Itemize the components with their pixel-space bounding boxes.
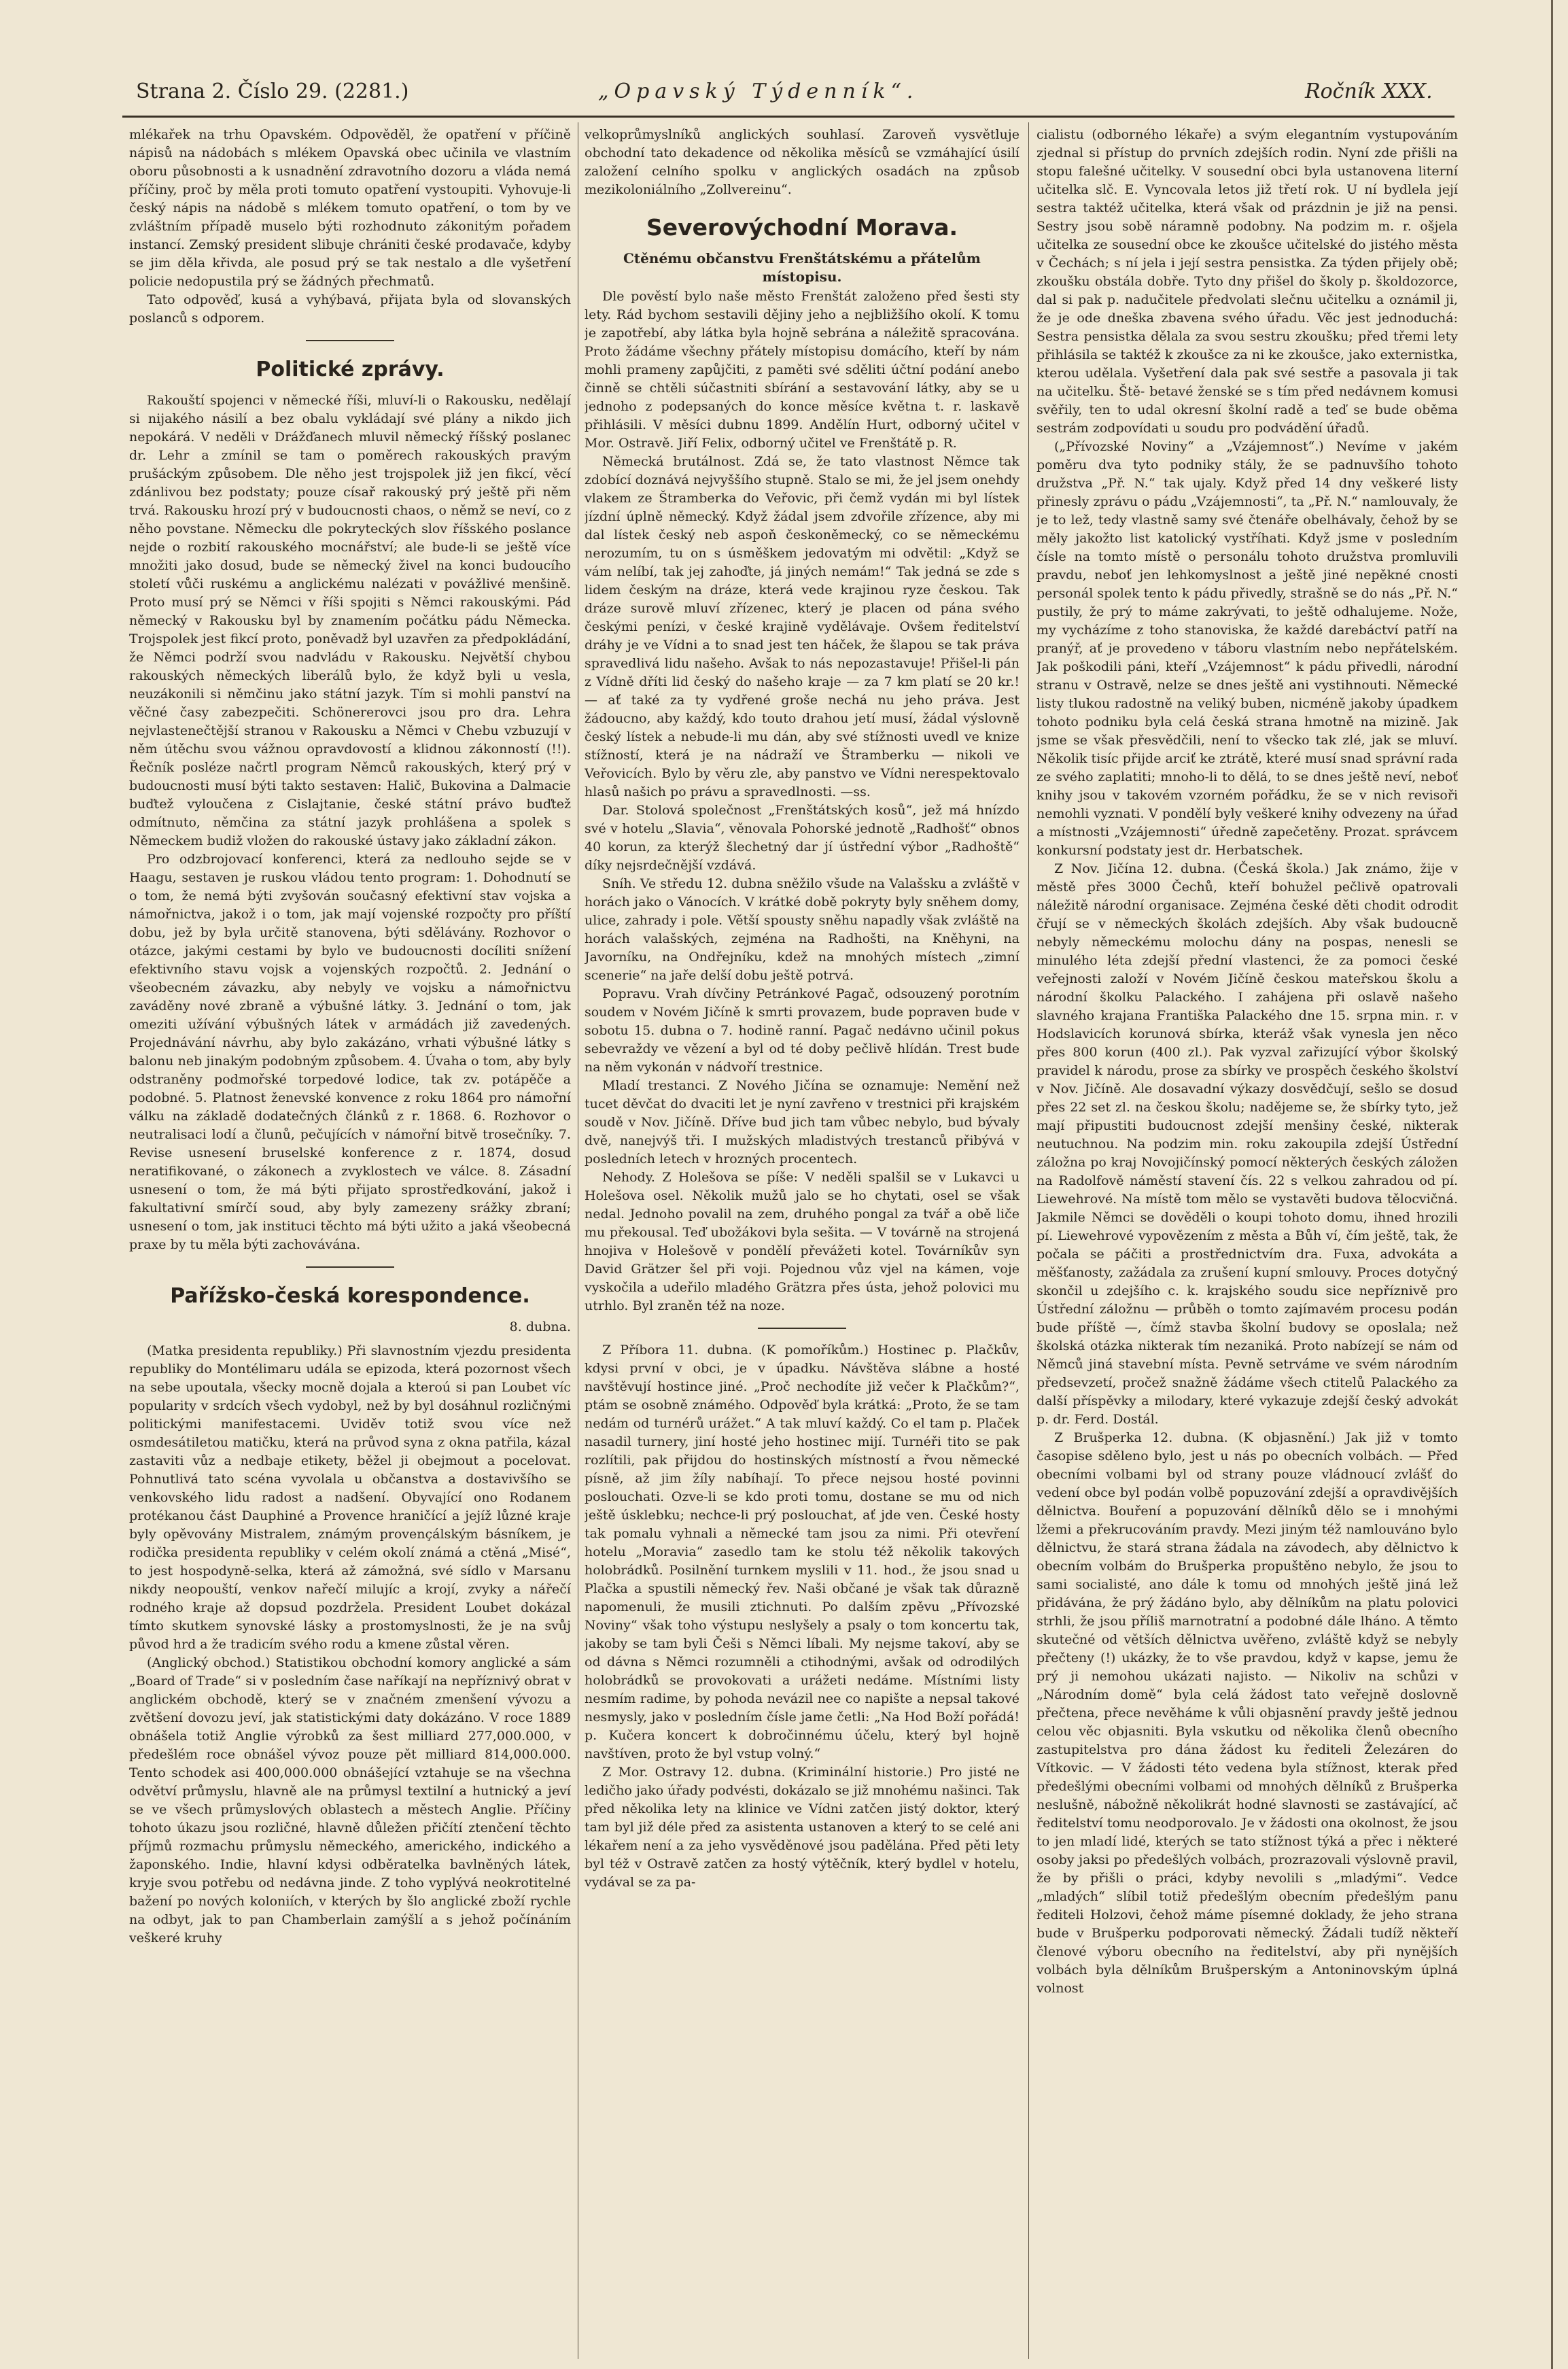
article-paragraph: Z Mor. Ostravy 12. dubna. (Kriminální historie.) Pro jisté ne ledičho jako úřady podvésti, dokázalo se již mnohému našinci. Tak před několika lety na klinice ve Vídni zatčen jistý doktor, který tam byl již déle před za asistenta ustanoven a který to se celé ani lékařem není a za jeho vysvěděnové jsou padělána. Před pěti lety byl též v Ostravě zatčen za hostý výtěčník, který bydlel v hotelu, vydával se za pa- bbox=[585, 1765, 1020, 1890]
article-paragraph: Tato odpověď, kusá a vyhýbavá, přijata byla od slovanských poslanců s odporem. bbox=[129, 292, 571, 326]
section-dateline: 8. dubna. bbox=[509, 1319, 571, 1334]
volume-header: Ročník XXX. bbox=[1305, 80, 1433, 103]
section-divider bbox=[306, 340, 394, 341]
article-paragraph: Sníh. Ve středu 12. dubna sněžilo všude na Valašsku a zvláště v horách jako o Vánocích. V krátké době pokryty byly sněhem domy, ulice, zahrady i pole. Větší spousty sněhu napadly však zvláště na horách valašských, zejména na Radhošti, na Kněhyni, na Javorníku, na Ondřejníku, kdež na mnohých místech „zimní scenerie“ na jaře delší dobu ještě potrvá. bbox=[585, 876, 1020, 983]
article-paragraph: cialistu (odborného lékaře) a svým elegantním vystupováním zjednal si přístup do prvních zdejších rodin. Nyní zde přišli na stopu falešné učitelky. V sousední obci byla ustanovena literní učitelka slč. E. Vyncovala letos již třetí rok. U ní bydlela její sestra taktéž učitelka, která však od prázdnin je již na pensi. Sestry jsou sobě náramně podobny. Na podzim m. r. ošjela učitelka ze sousední obce ke zkoušce učitelské do jistého města v Čechách; s ní jela i její sestra pensistka. Za týden přijely obě; zkoušku obstála dobře. Tyto dny přišel do školy p. školdozorce, dal si pak p. nadučitele předvolati slečnu učitelku a oznámil ji, že je ode dneška zbavena svého úřadu. Věc jest jednoduchá: Sestra pensistka dělala za svou sestru zkoušku; před třemi lety přihlásila se taktéž k zkoušce za ni ke zkoušce, jako externistka, kterou udělala. Vyšetření dala pak své sestře a pasovala ji tak na učitelku. Ště- betavé ženské se s tím před nedávnem komusi svěřily, ten to udal okresní školní radě a teď se bude oběma sestrám zodpovídati u soudu pro podvádění úřadů. bbox=[1036, 127, 1458, 436]
article-paragraph: Mladí trestanci. Z Nového Jičína se oznamuje: Nemění než tucet děvčat do dvaciti let je nyní zavřeno v trestnici při krajském soudě v Nov. Jičíně. Dříve bud jich tam vůbec nebylo, bud bývaly dvě, nanejvýš tři. I mužských mladistvých trestanců přibývá v posledních letech v hrozných procentech. bbox=[585, 1078, 1020, 1166]
column-1 bbox=[129, 126, 571, 2355]
page-number-header: Strana 2. Číslo 29. (2281.) bbox=[136, 80, 409, 103]
article-paragraph: (Anglický obchod.) Statistikou obchodní komory anglické a sám „Board of Trade“ si v posledním čase naříkají na nepříznivý obrat v anglickém obchodě, který se v značném zmenšení vývozu a zvětšení dovozu jeví, jak statistickými daty dokázáno. V roce 1889 obnášela totiž Anglie výrobků za šest milliard 277,000.000, v předešlém roce obnášel vývoz pouze pět milliard 814,000.000. Tento schodek asi 400,000.000 obnášející vztahuje se na všechna odvětví průmyslu, hlavně ale na průmysl textilní a hutnický a jeví se ve všech průmyslových oblastech a městech Anglie. Příčiny tohoto úkazu jsou rozličné, hlavně důležen přičítí ztenčení těchto příjmů rozmachu průmyslu německého, amerického, indického a žaponského. Indie, hlavní kdysi odběratelka bavlněných látek, kryje svou potřebu od nedávna jinde. Z toho vyplývá neokrotitelné bažení po nových koloniích, v kterých by šlo anglické zboží rychle na odbyt, jak to pan Chamberlain zamýšlí a s jehož počínáním veškeré kruhy bbox=[129, 1655, 571, 1946]
article-paragraph: (Matka presidenta republiky.) Při slavnostním vjezdu presidenta republiky do Montélimaru udála se epizoda, která pozornost všech na sebe upoutala, všecky mocně dojala a kteroú si pan Loubet víc popularity v srdcích všech vydobyl, než by byl dosáhnul rozličnými politickými manifestacemi. Uviděv totiž svou více než osmdesátiletou matičku, která na průvod syna z okna patřila, kázal zastaviti vůz a nedbaje etikety, běžel ji obejmout a pocelovat. Pohnutlivá tato scéna vyvolala u občanstva a dostavivšího se venkovského lidu radost a nadšení. Obyvající ono Rodanem protékanou část Dauphiné a Provence hraničící a jejíž lůzné kraje byly opěvovány Mistralem, známým provençálským básníkem, je rodička presidenta republiky v celém okolí známá a ctěná „Misé“, to jest hospodyně-selka, která až zámožná, své sídlo v Marsanu nikdy neopouští, venkov nařečí milujíc a krojí, zvyky a nářečí rodného kraje až dopsud pozdržela. President Loubet dokázal tímto skutkem synovské lásky a prostomyslnosti, že je na svůj původ hrd a že tradicím svého rodu a kmene zůstal věren. bbox=[129, 1343, 571, 1652]
article-paragraph: Dar. Stolová společnost „Frenštátských kosů“, jež má hnízdo své v hotelu „Slavia“, věnovala Pohorské jednotě „Radhošť“ obnos 40 korun, za kterýž šlechetný dar jí ústřední výbor „Radhoště“ díky nejsrdečnější vzdává. bbox=[585, 803, 1020, 873]
section-heading-political-news: Politické zprávy. bbox=[256, 358, 445, 381]
article-paragraph: Z Brušperka 12. dubna. (K objasnění.) Jak již v tomto časopise sděleno bylo, jest u nás po obecních volbách. — Před obecními volbami byl od strany pouze vládnoucí zvlášť do vedení obce byl podán volbě popuzování zdejší a opravdivějších dělnictva. Bouření a popuzování dělníků dělo se i mnohými lžemi a překrucováním pravdy. Mezi jiným též namlouváno bylo dělnictvu, že stará strana žádala na závodech, aby dělnictvo k obecním volbám do Brušperka propuštěno nebylo, že jsou to sami socialisté, ano dále k tomu od mnohých ještě jiná lež přidávána, že prý žádáno bylo, aby dělníkům na platu polovici strhli, že jsou příliš marnotratní a podobné dále lháno. A těmto skutečné od větších dělnictva uvěřeno, zvláště když se nebyly přečteny (!) ukázky, že to vše pravdou, když v kapse, jemu že prý ji nemohou ukázati najisto. — Nikoliv na schůzi v „Národním domě“ byla celá žádost tato veřejně doslovně přečtena, přece nevěháme k vůli objasnění pravdy ještě jednou celou věc objasniti. Byla vskutku od několika členů obecního zastupitelstva pro dána žádost ku řediteli Železáren do Vítkovic. — V žádosti této vedena byla stížnost, kterak před předešlými obecními volbami od mnohých dělníků z Brušperka neslušně, nábožně několikrát hodné slavnosti se zastávající, ač ředitelství tomu neodporovalo. Je v žádosti ona okolnost, že jsou to jen mladí lidé, kterých se tato stížnost týká a přec i některé osoby jaksi po předešlých volbách, prozrazovali výslovně pravil, že by přišli o práci, kdyby nevolili s „mladými“. Vedce „mladých“ slíbil totiž předešlým obecním předešlým panu řediteli Holzovi, čehož máme písemné doklady, že jeho strana bude v Brušperku podporovati německý. Žádali tudíž někteří členové výboru obecního na ředitelství, aby při nynějších volbách byla dělníkům Brušperským a Antoninovským úplná volnost bbox=[1036, 1430, 1458, 1996]
article-paragraph: Dle pověstí bylo naše město Frenštát založeno před šesti sty lety. Rád bychom sestavili dějiny jeho a nejbližšího okolí. K tomu je zapotřebí, aby látka byla hojně sebrána a náležitě spracována. Proto žádáme všechny přátely místopisu domácího, kteří by nám mohli prameny zapůjčiti, z paměti své sděliti účtní podání anebo činně se chtěli súčastniti sbírání a sestavování látky, aby se u jednoho z podepsaných do konce měsíce května t. r. laskavě přihlásili. V měsíci dubnu 1899. Andělín Hurt, odborný učitel v Mor. Ostravě. Jiří Felix, odborný učitel ve Frenštátě p. R. bbox=[585, 289, 1020, 451]
article-paragraph: Nehody. Z Holešova se píše: V neděli spalšil se v Lukavci u Holešova osel. Několik mužů jalo se ho chytati, osel se však nedal. Jednoho povalil na zem, druhého pongal za tvář a obě liče mu překousal. Teď ubožákovi byla sešita. — V továrně na strojená hnojiva v Holešově v pondělí převážeti kotel. Továrníkův syn David Grätzer šel při voji. Pojednou vůz vjel na kámen, voje vyskočila a udeřilo mladého Grätzra přes ústa, jehož polovici mu utrhlo. Byl zraněn též na noze. bbox=[585, 1170, 1020, 1313]
article-paragraph: mlékařek na trhu Opavském. Odpověděl, že opatření v příčině nápisů na nádobách s mlékem Opavská obec učinila ve vlastním oboru působnosti a k usnadnění zdravotního dozoru a vláda nemá příčiny, proč by měla proti tomuto opatření vystoupiti. Vyhovuje-li český nápis na nádobě s mlékem tomuto opatření, o tom by ve zvláštním případě muselo býti rozhodnuto zákonitým pořadem instancí. Zemský president slibuje chrániti české prodavače, kdyby se jim děla křivda, ale posud prý se tak nestalo a dle vyšetření policie nedopustila prý se žádných přechmatů. bbox=[129, 127, 571, 289]
column-3 bbox=[1036, 126, 1458, 2355]
article-paragraph: Popravu. Vrah dívčiny Petránkové Pagač, odsouzený porotním soudem v Novém Jičíně k smrti provazem, bude popraven bude v sobotu 15. dubna o 7. hodině ranní. Pagač nedávno učinil pokus sebevraždy ve vězení a byl od té doby pečlivě hlídán. Trest bude na něm vykonán v nádvoří trestnice. bbox=[585, 986, 1020, 1075]
article-paragraph: („Přívozské Noviny“ a „Vzájemnost“.) Nevíme v jakém poměru dva tyto podniky stály, že se padnuvšího tohoto družstva „Př. N.“ tak ujaly. Když před 14 dny veškeré listy přinesly zprávu o pádu „Vzájemnosti“, ta „Př. N.“ namlouvaly, že je to lež, tedy vlastně samy své čtenáře obelhávaly, čehož by se měly jakožto list katolický vystříhati. Když jsme v posledním čísle na tomto místě o personálu tohoto družstva promluvili pravdu, neboť jen lehkomyslnost a ještě jiné nepěkné cnosti personál spolek tento k pádu přivedly, strašně se do nás „Př. N.“ pustily, že prý to máme zakrývati, to ještě odhalujeme. Nože, my vycházíme z toho stanoviska, že každé darebáctví patří na pranýř, ať je provedeno v táboru vlastním nebo nepřátelském. Jak poškodili páni, kteří „Vzájemnost“ k pádu přivedli, národní stranu v Ostravě, nelze se dnes ještě ani vystihnouti. Německé listy tlukou radostně na veliký buben, nicméně jakoby úpadkem tohoto podniku byla celá česká strana hmotně na mizině. Jak jsme se však přesvědčili, není to všecko tak zlé, jak se mluví. Několik tisíc přijde arciť ke ztrátě, které musí snad správní rada ze svého zaplatiti; mnoho-li to dělá, to se dnes ještě neví, neboť knihy jsou v takovém vzorném pořádku, že se v nich revisoři nemohli vyznati. V pondělí byly veškeré knihy odvezeny na úřad a místnosti „Vzájemnosti“ úředně zapečetěny. Prozat. správcem konkursní podstaty jest dr. Herbatschek. bbox=[1036, 439, 1458, 858]
column-2 bbox=[585, 126, 1020, 2355]
article-paragraph: Rakouští spojenci v německé říši, mluví-li o Rakousku, nedělají si nijakého násilí a bez obalu vykládají své plány a nikdo jich nepokárá. V neděli v Drážďanech mluvil německý říšský poslanec dr. Lehr a zmínil se tam o poměrech rakouských pravým prušáckým způsobem. Dle něho jest trojspolek již jen fikcí, věcí zdánlivou bez podstaty; pouze císař rakouský prý ještě při něm trvá. Rakousku hrozí prý v budoucnosti chaos, o němž se neví, co z něho povstane. Německu dle pokryteckých slov říšského poslance nejde o rozbití rakouského mocnářství; ale bude-li se ještě více množiti jako dosud, bude se německý živel na konci budoucího století vůči ruskému a anglickému nalézati v povážlivé menšině. Proto musí prý se Němci v říši spojiti s Němci rakouskými. Pád německý v Rakousku byl by znamením počátku pádu Německa. Trojspolek jest fikcí proto, poněvadž byl uzavřen za předpokládání, že Němci podrží svou nadvládu v Rakousku. Největší chybou rakouských německých liberálů bylo, že když byli u vesla, neuzákonili si němčinu jako státní jazyk. Tím si mohli panství na věčné časy zabezpečiti. Schönererovci jsou pro dra. Lehra nejvlastenečtější stranou v Rakousku a Němci v Chebu vzbuzují v něm útěchu svou vážnou opravdovostí a klidnou zákonností (!!). Řečník posléze načrtl program Němců rakouských, který prý v budoucnosti musí býti takto sestaven: Halič, Bukovina a Dalmacie buďtež vyloučena z Cislajtanie, české státní právo buďtež odmítnuto, němčina za státní jazyk prohlášena a spolek s Německem budiž vložen do rakouské ústavy jako základní zákon. bbox=[129, 393, 571, 848]
article-paragraph: velkoprůmyslníků anglických souhlasí. Zaroveň vysvětluje obchodní tato dekadence od několika měsíců se vzmáhající úsilí založení celního spolku v anglických osadách na způsob mezikoloniálního „Zollvereinu“. bbox=[585, 127, 1020, 197]
section-heading-northeast-moravia: Severovýchodní Morava. bbox=[646, 214, 958, 241]
article-paragraph: Z Příbora 11. dubna. (K pomoříkům.) Hostinec p. Plačkův, kdysi první v obci, je v úpadku. Návštěva slábne a hosté navštěvují hostince jiné. „Proč nechodíte již večer k Plačkům?“, ptám se osobně známého. Odpověď byla krátká: „Proto, že se tam nedám od turnérů urážet.“ A tak mluví každý. Co el tam p. Plaček nasadil turnery, jiní hosté jeho hostinec mijí. Turnéři tito se pak rozlítili, pak přijdou do hostinských místností a řvou německé písně, až jim žíly nabíhají. To přece nejsou hosté povinni poslouchati. Ozve-li se kdo proti tomu, dostane se mu od nich ještě úsklebku; nechce-li prý poslouchat, ať jde ven. České hosty tak pomalu vyhnali a německé tam jsou za nimi. Při otevření hotelu „Moravia“ zasedlo tam ke stolu též několik takových holobrádků. Posilnění turnkem myslili v 11. hod., že jsou snad u Plačka a spustili německý řev. Naši občané je však tak důrazně napomenuli, že musili ztichnuti. Po dalším zpěvu „Přívozské Noviny“ však toho výstupu neslyšely a psaly o tom koncertu tak, jakoby se tam byli Češi s Němci líbali. My nejsme takoví, aby se od dávna s Němci rozumněli a ctihodnými, avšak od odrodilých holobrádků se provokovati a urážeti nedáme. Místními listy nesmím radime, by pohoda nevázil nee co napište a nepsal takové nesmysly, jako v posledním čísle jame četli: „Na Hod Boží pořádá! p. Kučera koncert k dobročinnému účelu, který byl hojně navštíven, proto že byl vstup volný.“ bbox=[585, 1343, 1020, 1761]
newspaper-title-header: „Opavský Týdenník“. bbox=[598, 80, 919, 103]
article-paragraph: Pro odzbrojovací konferenci, která za nedlouho sejde se v Haagu, sestaven je ruskou vládou tento program: 1. Dohodnutí se o tom, že nemá býti zvyšován současný efektivní stav vojska a námořnictva, jakož i o tom, jak mají vojenské rozpočty pro příští dobu, jež by byla určitě stanovena, býti sdělávány. Rozhovor o otázce, jakými cestami by bylo ve budoucnosti docíliti snížení efektivního stavu vojsk a vojenských rozpočtů. 2. Jednání o všeobecném závazku, aby nebyly ve vojsku a námořnictvu zaváděny nové zbraně a výbušné látky. 3. Jednání o tom, jak omeziti užívání výbušných látek v armádách již zavedených. Projednávání návrhu, aby bylo zakázáno, vrhati výbušné látky s balonu neb jinakým podobným způsobem. 4. Úvaha o tom, aby byly odstraněny podmořské torpedové lodice, tak zv. potápěče a podobné. 5. Platnost ženevské konvence z roku 1864 pro námořní válku na základě dodatečných článků z r. 1868. 6. Rozhovor o neutralisaci lodí a člunů, pečujících v námořní bitvě trosečníky. 7. Revise usnesení bruselské konference z r. 1874, dosud neratifikované, o zákonech a zvyklostech ve válce. 8. Zásadní usnesení o tom, že má býti přijato sprostředkování, jakož i fakultativní smírčí soud, aby byly zamezeny srážky zbraní; usnesení o tom, jak instituci těchto má býti užito a jaká všeobecná praxe by tu měla býti zachovávána. bbox=[129, 852, 571, 1252]
section-heading-paris-correspondence: Pařížsko-česká korespondence. bbox=[170, 1284, 530, 1308]
article-title: Ctěnému občanstvu Frenštátskému a přátelům místopisu. bbox=[623, 250, 981, 285]
page-edge-line bbox=[1551, 0, 1553, 2369]
header-rule bbox=[122, 116, 1454, 118]
section-divider bbox=[306, 1266, 394, 1268]
article-paragraph: Německá brutálnost. Zdá se, že tato vlastnost Němce tak zdobící doznává nejvyššího stupně. Stalo se mi, že jel jsem onehdy vlakem ze Štramberka do Veřovic, při čemž vydán mi byl lístek jízdní úplně německý. Když žádal jsem zdvořile zřízence, aby mi dal lístek český neb aspoň českoněmecký, co se německému nerozumím, tu on s úsměškem jedovatým mi odvětil: „Když se vám nelíbí, tak jej zahoďte, já jiných nemám!“ Tak jedná se zde s lidem českým na dráze, která vede krajinou ryze českou. Tak dráze surově mluví zřízenec, který je placen od pána svého českými penízi, v české krajině vydělávaje. Ovšem ředitelství dráhy je ve Vídni a to snad jest ten háček, že šlapou se tak práva spravedlivá lidu našeho. Avšak to nás nepozastavuje! Přišel-li pán z Vídně dříti lid český do našeho kraje — za 7 km platí se 20 kr.! — ať také za ty vydřené groše nechá nu jeho práva. Jest žádoucno, aby každý, kdo touto drahou jetí musí, žádal výslovně český lístek a nebude-li mu dán, aby své stížnosti uvedl ve knize stížností, která je na nádraží ve Štramberku — nikoli ve Veřovicích. Bylo by věru zle, aby panstvo ve Vídni nerespektovalo hlasů našich po právu a spravedlnosti. —ss. bbox=[585, 454, 1020, 799]
section-divider bbox=[758, 1328, 846, 1329]
column-divider-2 bbox=[1028, 122, 1029, 2359]
article-paragraph: Z Nov. Jičína 12. dubna. (Česká škola.) Jak známo, žije v městě přes 3000 Čechů, kteří bohužel pečlivě opatrovali náležitě národní organisace. Zejména české děti chodit odrodit čřují se v německých školách zdejších. Aby však budoucně nebyly německému molochu dány na pospas, nenesli se minulého léta zdejší přední vlastenci, že za pomoci české veřejnosti založí v Novém Jičíně českou mateřskou školu a národní školku Palackého. I zahájena při oslavě našeho slavného krajana Františka Palackého dne 15. srpna min. r. v Hodslavicích korunová sbírka, kteráž však vynesla jen něco přes 800 korun (400 zl.). Pak vyzval zařizující výbor školský pravidel k národu, prose za sbírky ve prospěch českého školství v Nov. Jičíně. Ale dosavadní výkazy dosvědčují, sešlo se dosud přes 22 set zl. na českou školu; nadějeme se, že sbírky tyto, jež mají připustiti budoucnost zdejší menšiny české, nikterak neutuchnou. Na podzim min. roku zakoupila zdejší Ústřední záložna po kraj Novojičínský pomocí některých českých záložen na Radolfově náměstí stavení čís. 22 s velkou zahradou od pí. Liewehrové. Na místě tom mělo se vystavěti budova tělocvičná. Jakmile Němci se dověděli o koupi tohoto domu, ihned hrozili pí. Liewehrové vypovězením z města a Bůh ví, čím ještě, tak, že počala se páčiti a prostřednictvím dra. Fuxa, advokáta a měšťanosty, zažádala za zrušení kupní smlouvy. Proces dotyčný skončil u zdejšího c. k. krajského soudu sice nepříznivě pro Ústřední záložnu — průběh o tomto zajímavém procesu podán bude příště —, čímž stavba školní budovy se oposlala; než školská otázka nikterak tím nezaniká. Proto nabízejí se nám od Němců jiná stavební místa. Pevně setrváme ve svém národním předsevzetí, pročež snažně žádáme všech ctitelů Palackého za další příspěvky a milodary, které vykazuje zdejší český advokát p. dr. Ferd. Dostál. bbox=[1036, 861, 1458, 1427]
